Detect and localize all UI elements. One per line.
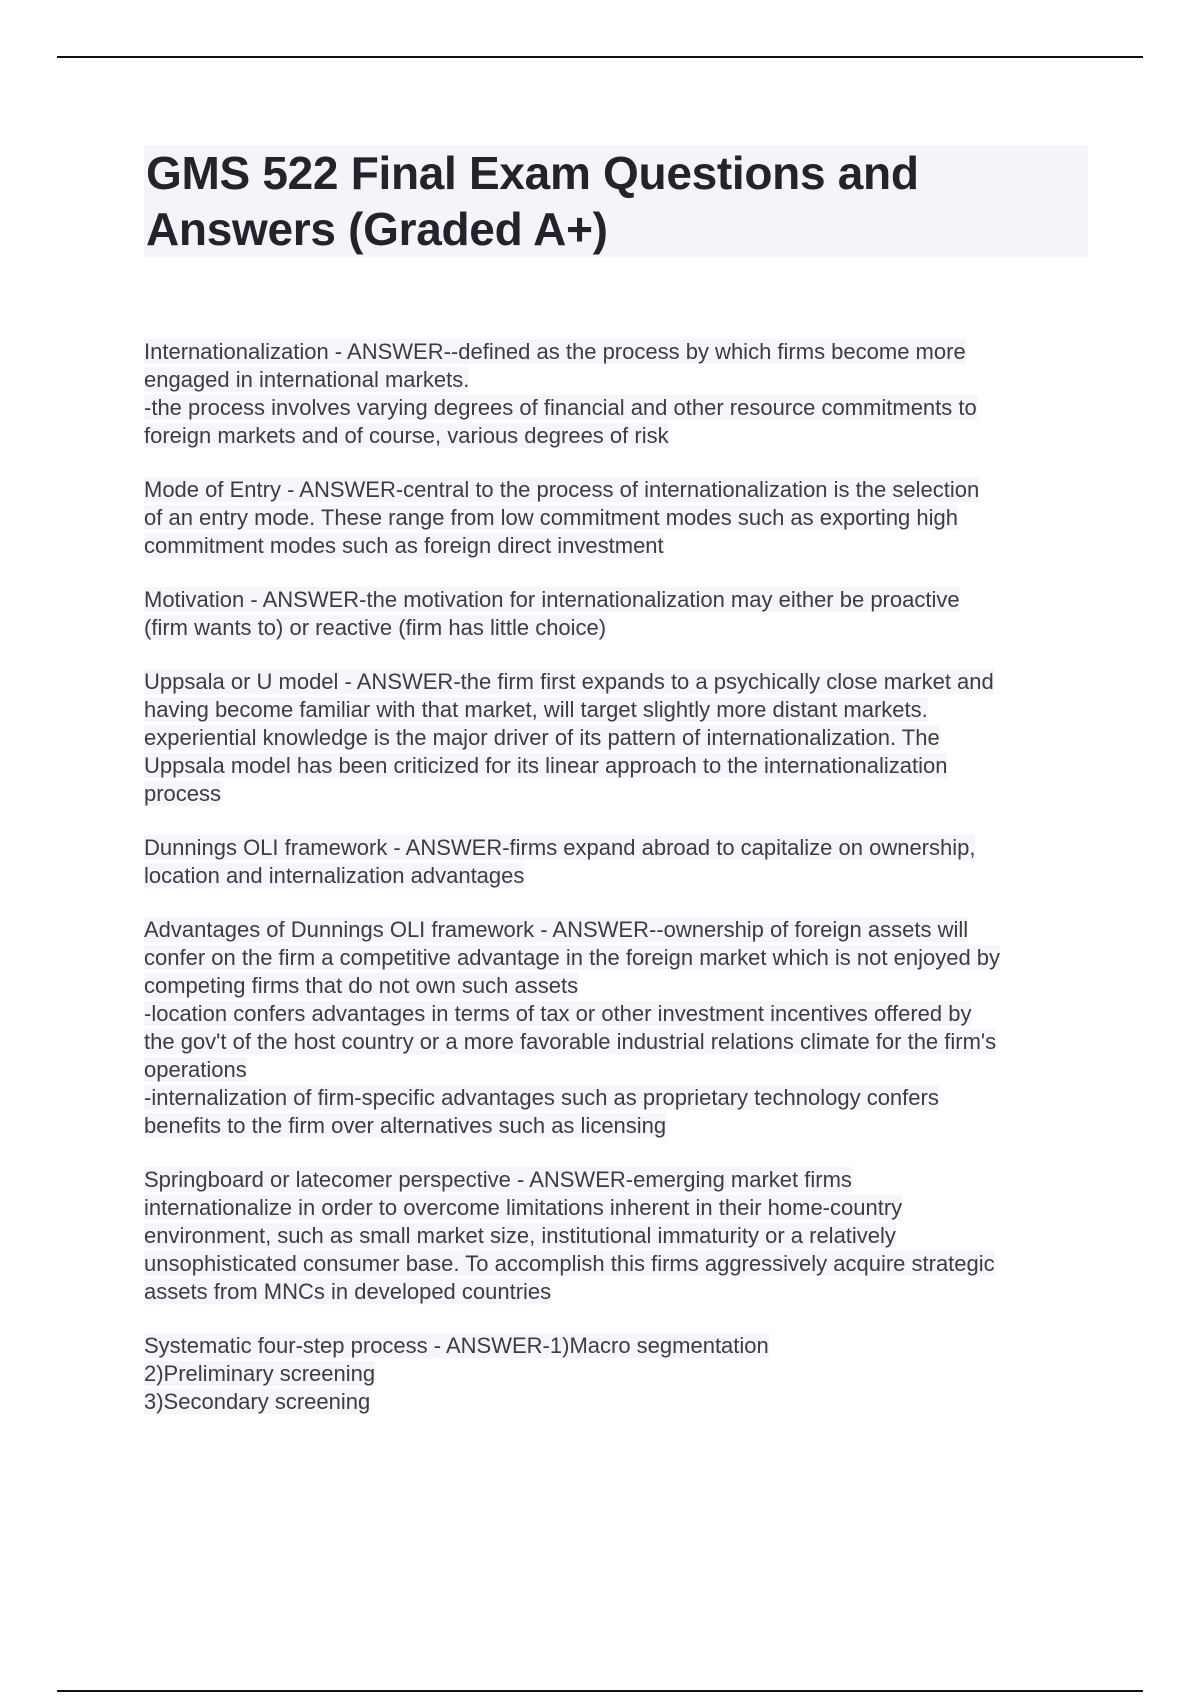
qa-item-springboard [144,1166,1090,1306]
qa-line: 2)Preliminary screening [144,1361,376,1386]
qa-line: competing firms that do not own such assets [144,973,579,998]
qa-line: having become familiar with that market, will target slightly more distant markets. [144,697,928,722]
qa-line: Systematic four-step process - ANSWER-1)Macro segmentation [144,1333,769,1358]
qa-line: -the process involves varying degrees of financial and other resource commitments to [144,395,977,420]
bottom-rule [57,1690,1143,1692]
qa-line: unsophisticated consumer base. To accomplish this firms aggressively acquire strategic [144,1251,995,1276]
qa-line: confer on the firm a competitive advantage in the foreign market which is not enjoyed by [144,945,1001,970]
qa-item-oli-advantages [144,916,1090,1140]
title-block [144,145,1088,257]
qa-list [144,338,1090,1442]
qa-line: commitment modes such as foreign direct investment [144,533,664,558]
qa-item-motivation [144,586,1090,642]
qa-line: Uppsala or U model - ANSWER-the firm first expands to a psychically close market and [144,669,994,694]
qa-item-internationalization [144,338,1090,450]
qa-line: Dunnings OLI framework - ANSWER-firms expand abroad to capitalize on ownership, [144,835,976,860]
qa-line: Internationalization - ANSWER--defined as the process by which firms become more [144,339,966,364]
qa-line: assets from MNCs in developed countries [144,1279,552,1304]
qa-item-four-step-process [144,1332,1090,1416]
qa-line: Mode of Entry - ANSWER-central to the process of internationalization is the selection [144,477,980,502]
qa-line: process [144,781,222,806]
qa-line: location and internalization advantages [144,863,525,888]
qa-line: operations [144,1057,247,1082]
qa-line: environment, such as small market size, institutional immaturity or a relatively [144,1223,896,1248]
qa-item-dunnings-oli [144,834,1090,890]
qa-item-uppsala-model [144,668,1090,808]
qa-line: -internalization of firm-specific advantages such as proprietary technology confers [144,1085,939,1110]
qa-line: Springboard or latecomer perspective - ANSWER-emerging market firms [144,1167,852,1192]
title-line: Answers (Graded A+) [146,203,608,255]
document-title [144,145,1088,257]
qa-line: of an entry mode. These range from low commitment modes such as exporting high [144,505,958,530]
title-line: GMS 522 Final Exam Questions and [146,147,919,199]
qa-line: Motivation - ANSWER-the motivation for internationalization may either be proactive [144,587,960,612]
qa-item-mode-of-entry [144,476,1090,560]
qa-line: foreign markets and of course, various degrees of risk [144,423,669,448]
qa-line: the gov't of the host country or a more favorable industrial relations climate for the firm's [144,1029,997,1054]
qa-line: experiential knowledge is the major driver of its pattern of internationalization. The [144,725,940,750]
qa-line: -location confers advantages in terms of tax or other investment incentives offered by [144,1001,972,1026]
qa-line: engaged in international markets. [144,367,470,392]
qa-line: Uppsala model has been criticized for its linear approach to the internationalization [144,753,948,778]
qa-line: benefits to the firm over alternatives such as licensing [144,1113,667,1138]
qa-line: 3)Secondary screening [144,1389,371,1414]
qa-line: (firm wants to) or reactive (firm has little choice) [144,615,607,640]
qa-line: Advantages of Dunnings OLI framework - ANSWER--ownership of foreign assets will [144,917,969,942]
qa-line: internationalize in order to overcome limitations inherent in their home-country [144,1195,903,1220]
top-rule [57,56,1143,58]
